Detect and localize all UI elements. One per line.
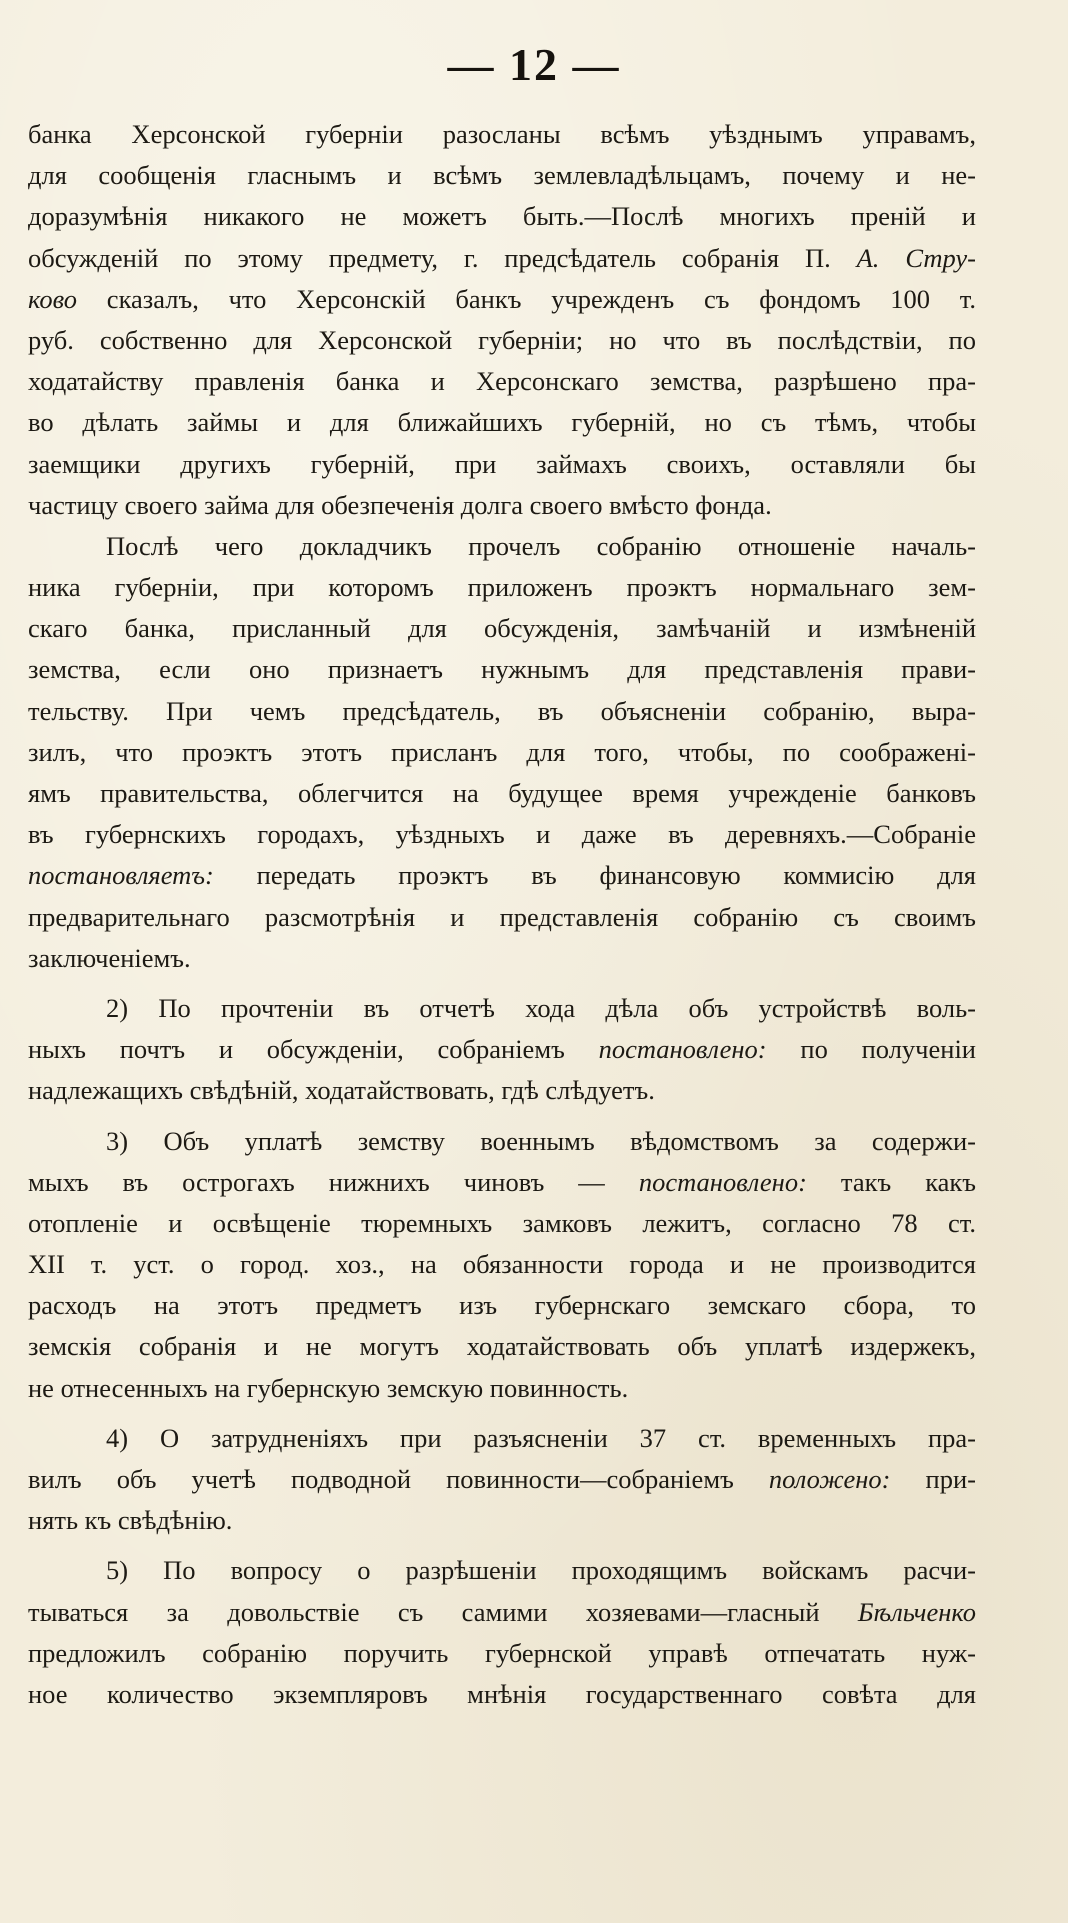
text-line: земства, если оно признаетъ нужнымъ для представленія прави- <box>28 654 976 685</box>
text-line: частицу своего займа для обезпеченія долга своего вмѣсто фонда. <box>28 489 772 520</box>
emphasis-text: постановлено: <box>638 1166 807 1197</box>
text-line: въ губернскихъ городахъ, уѣздныхъ и даже въ деревняхъ.—Собраніе <box>28 819 976 850</box>
text-line: ника губерніи, при которомъ приложенъ проэктъ нормальнаго зем- <box>28 572 976 603</box>
emphasis-text: Стру- <box>905 242 976 273</box>
emphasis-text: постановляетъ: <box>28 860 214 891</box>
text-line: руб. собственно для Херсонской губерніи; но что въ послѣдствіи, по <box>28 324 976 355</box>
text-line: расходъ на этотъ предметъ изъ губернскаго земскаго сбора, то <box>28 1290 976 1321</box>
text-line: надлежащихъ свѣдѣній, ходатайствовать, гдѣ слѣдуетъ. <box>28 1075 655 1106</box>
text-line-rest: передать проэктъ въ финансовую коммисію для <box>256 860 976 891</box>
text-line: ходатайству правленія банка и Херсонскаго земства, разрѣшено пра- <box>28 366 976 397</box>
text-line: обсужденій по этому предмету, г. предсѣдатель собранія П. А. Стру- <box>28 242 976 273</box>
text-line: ямъ правительства, облегчится на будущее время учрежденіе банковъ <box>28 778 976 808</box>
paragraph-5 <box>28 1418 976 1542</box>
paragraph-4 <box>28 1121 976 1409</box>
text-line: предварительнаго разсмотрѣнія и представленія собранію съ своимъ <box>28 901 976 932</box>
paragraph-1 <box>28 114 976 526</box>
text-line: 3) Объ уплатѣ земству военнымъ вѣдомствомъ за содержи- <box>106 1125 976 1156</box>
emphasis-text: ково <box>28 283 78 314</box>
text-line: доразумѣнія никакого не можетъ быть.—Послѣ многихъ преній и <box>28 201 976 232</box>
text-line: не отнесенныхъ на губернскую земскую повинность. <box>28 1372 629 1403</box>
text-line: тельству. При чемъ предсѣдатель, въ объясненіи собранію, выра- <box>28 695 976 726</box>
paragraph-6 <box>28 1550 976 1715</box>
text-line: земскія собранія и не могутъ ходатайствовать объ уплатѣ издержекъ, <box>28 1331 976 1362</box>
text-line: ное количество экземпляровъ мнѣнія государственнаго совѣта для <box>28 1678 976 1709</box>
emphasis-text: А. <box>856 242 880 273</box>
text-line: тываться за довольствіе съ самими хозяевами—гласный Бѣльченко <box>28 1596 976 1627</box>
text-line: ково сказалъ, что Херсонскій банкъ учрежденъ съ фондомъ 100 т. <box>28 283 976 314</box>
text-line: скаго банка, присланный для обсужденія, замѣчаній и измѣненій <box>28 613 976 644</box>
emphasis-text: постановлено: <box>598 1034 767 1065</box>
text-line: вилъ объ учетѣ подводной повинности—собраніемъ положено: при- <box>28 1464 976 1494</box>
text-line: предложилъ собранію поручить губернской управѣ отпечатать нуж- <box>28 1637 976 1668</box>
text-line: зилъ, что проэктъ этотъ присланъ для того, чтобы, по соображені- <box>28 736 976 767</box>
text-line: 5) По вопросу о разрѣшеніи проходящимъ войскамъ расчи- <box>106 1555 976 1586</box>
text-line: ныхъ почтъ и обсужденіи, собраніемъ постановлено: по полученіи <box>28 1034 976 1065</box>
paragraph-3 <box>28 988 976 1112</box>
text-line: 4) О затрудненіяхъ при разъясненіи 37 ст. временныхъ пра- <box>106 1422 976 1453</box>
text-line: нять къ свѣдѣнію. <box>28 1505 233 1536</box>
text-line: заключеніемъ. <box>28 942 191 973</box>
paragraph-2 <box>28 526 976 979</box>
page-number: — 12 — <box>447 39 621 90</box>
text-line: Послѣ чего докладчикъ прочелъ собранію отношеніе началь- <box>106 530 976 561</box>
text-line: заемщики другихъ губерній, при займахъ своихъ, оставляли бы <box>28 448 976 479</box>
text-line: мыхъ въ острогахъ нижнихъ чиновъ — постановлено: такъ какъ <box>28 1166 976 1197</box>
body-text <box>28 114 976 1715</box>
text-line: XII т. уст. о город. хоз., на обязанности города и не производится <box>28 1249 976 1280</box>
emphasis-text: Бѣльченко <box>857 1596 976 1627</box>
text-line: во дѣлать займы и для ближайшихъ губерній, но съ тѣмъ, чтобы <box>28 407 976 438</box>
text-line: 2) По прочтеніи въ отчетѣ хода дѣла объ устройствѣ воль- <box>106 992 976 1023</box>
text-line <box>28 855 976 896</box>
emphasis-text: положено: <box>768 1464 891 1494</box>
text-line: для сообщенія гласнымъ и всѣмъ землевладѣльцамъ, почему и не- <box>28 160 976 191</box>
text-line: отопленіе и освѣщеніе тюремныхъ замковъ лежитъ, согласно 78 ст. <box>28 1207 976 1238</box>
text-line: банка Херсонской губерніи разосланы всѣмъ уѣзднымъ управамъ, <box>28 119 976 149</box>
